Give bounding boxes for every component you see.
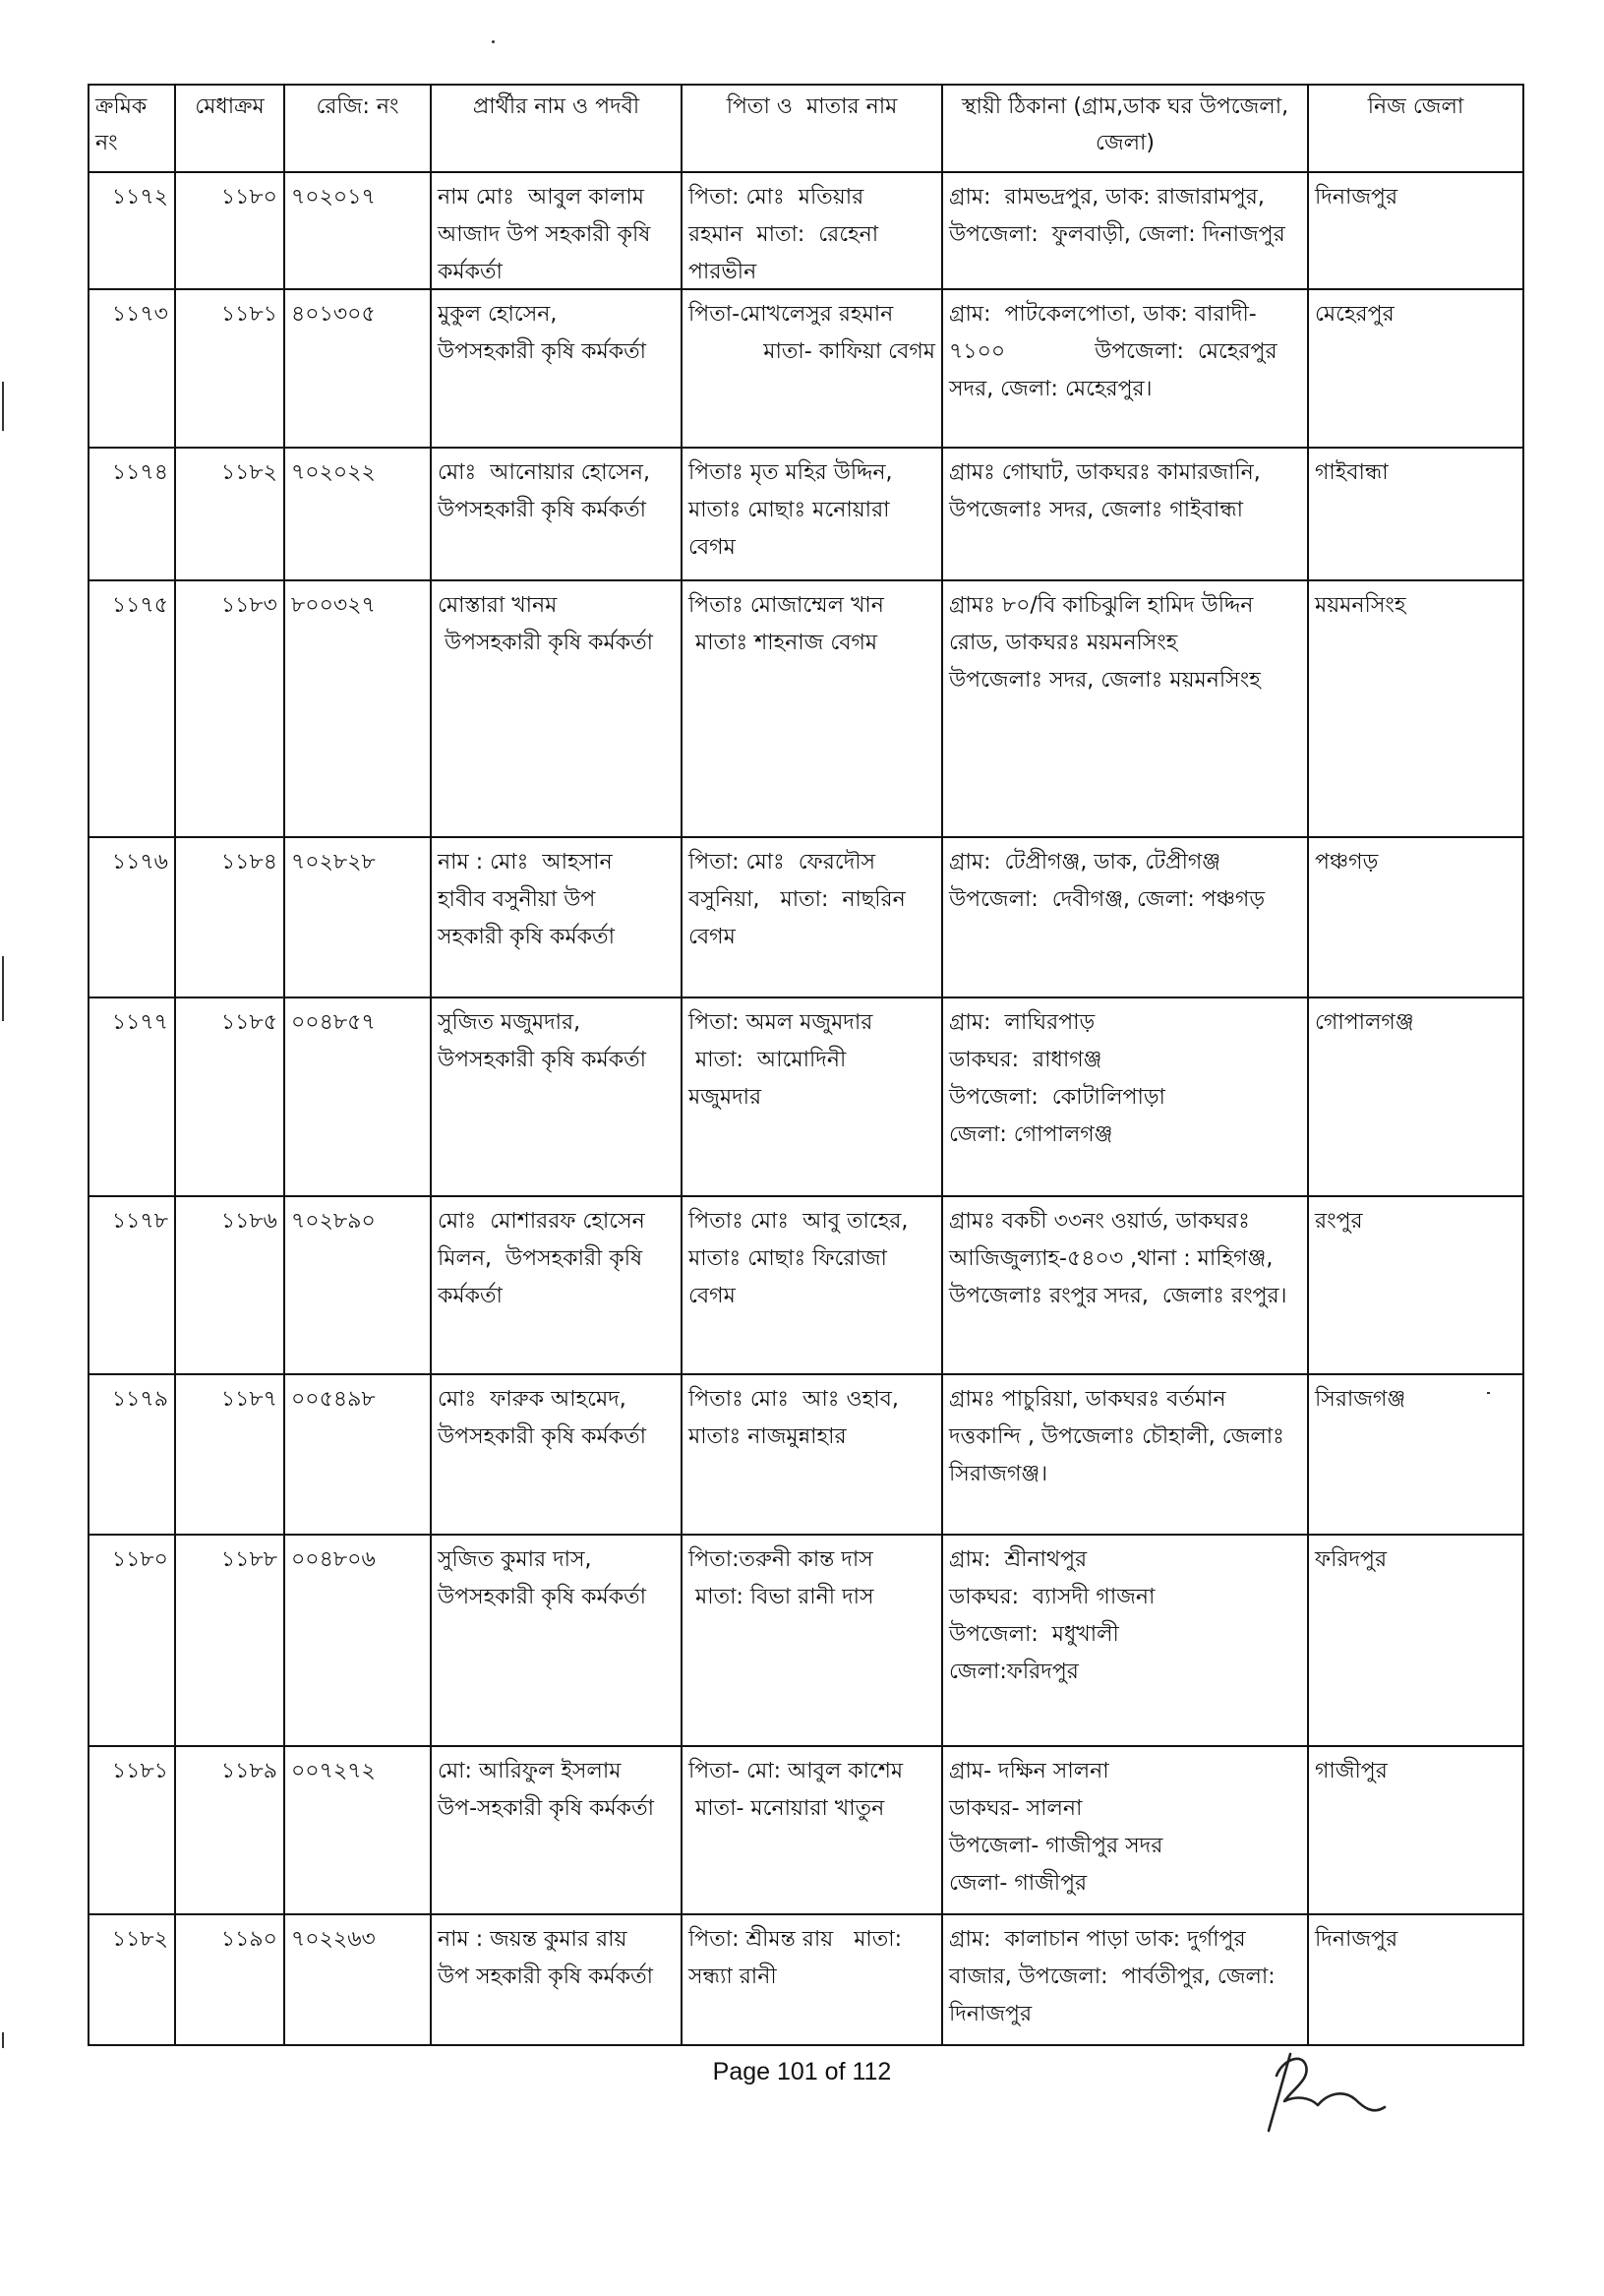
header-permanent-address — [941, 86, 1307, 171]
cell-text-line: গ্রাম: পাটকেলপোতা, ডাক: বারাদী- — [949, 302, 1257, 327]
cell-text-line: ১১৮৫ — [220, 1010, 277, 1035]
cell-text-line: পিতাঃ মোঃ আঃ ওহাব, — [688, 1387, 899, 1412]
cell-registration-no — [283, 998, 430, 1195]
cell-text-line: ১১৮১ — [111, 1759, 168, 1783]
cell-name-designation — [430, 1375, 681, 1534]
cell-text-line: উপসহকারী কৃষি কর্মকর্তা — [438, 1048, 647, 1072]
cell-registration-no — [283, 1915, 430, 2044]
cell-text-line: গাজীপুর — [1315, 1759, 1388, 1783]
cell-text-line: ১১৯০ — [220, 1927, 277, 1952]
cell-home-district — [1307, 1536, 1522, 1745]
cell-text-line: জেলা: গোপালগঞ্জ — [949, 1122, 1113, 1147]
cell-text-line: ১১৭৫ — [111, 593, 168, 618]
cell-text-line: ডাকঘর: রাধাগঞ্জ — [949, 1048, 1102, 1072]
header-name-designation — [430, 86, 681, 171]
cell-home-district — [1307, 1375, 1522, 1534]
cell-merit-position — [174, 581, 283, 836]
cell-merit-position — [174, 1536, 283, 1745]
cell-merit-position — [174, 838, 283, 997]
cell-text-line: ১১৭৭ — [111, 1010, 168, 1035]
cell-text-line: জেলা- গাজীপুর — [949, 1871, 1088, 1896]
cell-serial-no — [89, 1197, 174, 1373]
cell-home-district — [1307, 173, 1522, 288]
cell-permanent-address — [941, 998, 1307, 1195]
cell-serial-no — [89, 173, 174, 288]
cell-home-district — [1307, 1915, 1522, 2044]
cell-text-line: ৭০২০২২ — [291, 460, 376, 485]
cell-text-line: ০০৫৪৯৮ — [291, 1387, 376, 1412]
cell-text-line: পিতাঃ মোজাম্মেল খান — [688, 593, 884, 618]
cell-name-designation — [430, 1536, 681, 1745]
cell-text-line: উপজেলাঃ সদর, জেলাঃ গাইবান্ধা — [949, 498, 1244, 522]
cell-permanent-address — [941, 1747, 1307, 1913]
cell-text-line: পিতা:তরুনী কান্ত দাস — [688, 1547, 873, 1572]
cell-permanent-address — [941, 290, 1307, 447]
cell-text-line: উপসহকারী কৃষি কর্মকর্তা — [438, 339, 647, 364]
cell-home-district — [1307, 838, 1522, 997]
cell-text-line: উপজেলাঃ সদর, জেলাঃ ময়মনসিংহ — [949, 668, 1261, 693]
cell-registration-no — [283, 1747, 430, 1913]
cell-text-line: ১১৮০ — [111, 1547, 168, 1572]
cell-text-line: ৪০১৩০৫ — [291, 302, 376, 327]
cell-text-line: ১১৮৩ — [220, 593, 277, 618]
cell-text-line: ১১৮৭ — [220, 1387, 277, 1412]
cell-text-line: ৭১০০ উপজেলা: মেহেরপুর — [949, 339, 1277, 364]
cell-text-line: পঞ্চগড় — [1315, 850, 1379, 875]
cell-text-line: ময়মনসিংহ — [1315, 593, 1406, 618]
cell-text-line: মোস্তারা খানম — [438, 593, 558, 618]
cell-registration-no — [283, 449, 430, 579]
cell-permanent-address — [941, 1375, 1307, 1534]
cell-text-line: গ্রাম: লাঘিরপাড় — [949, 1010, 1096, 1035]
cell-merit-position — [174, 998, 283, 1195]
cell-registration-no — [283, 1536, 430, 1745]
cell-merit-position — [174, 290, 283, 447]
table-row — [89, 579, 1522, 836]
cell-merit-position — [174, 1747, 283, 1913]
cell-text-line: বাজার, উপজেলা: পার্বতীপুর, জেলা: — [949, 1964, 1276, 1989]
header-home-district — [1307, 86, 1522, 171]
cell-text-line: পিতা: মোঃ ফেরদৌস — [688, 850, 876, 875]
cell-text-line: মোঃ মোশাররফ হোসেন — [438, 1209, 645, 1234]
cell-serial-no — [89, 838, 174, 997]
cell-serial-no — [89, 581, 174, 836]
cell-permanent-address — [941, 449, 1307, 579]
cell-text-line: দিনাজপুর — [949, 2002, 1033, 2026]
cell-text-line: উপজেলা: দেবীগঞ্জ, জেলা: পঞ্চগড় — [949, 887, 1266, 912]
cell-text-line: ১১৭৩ — [111, 302, 168, 327]
cell-home-district — [1307, 1197, 1522, 1373]
cell-name-designation — [430, 1747, 681, 1913]
cell-text-line: বেগম — [688, 535, 736, 560]
cell-registration-no — [283, 1197, 430, 1373]
header-parents-name — [681, 86, 941, 171]
cell-text-line: রহমান মাতা: রেহেনা — [688, 222, 879, 247]
cell-text-line: বসুনিয়া, মাতা: নাছরিন — [688, 887, 906, 912]
cell-text-line: নাম মোঃ আবুল কালাম — [438, 185, 645, 210]
cell-text-line: সুজিত মজুমদার, — [438, 1010, 581, 1035]
table-row — [89, 1913, 1522, 2044]
cell-text-line: ১১৭৮ — [111, 1209, 168, 1234]
cell-text-line: রোড, ডাকঘরঃ ময়মনসিংহ — [949, 631, 1178, 655]
cell-name-designation — [430, 838, 681, 997]
cell-text-line: নাম : মোঃ আহসান — [438, 850, 613, 875]
cell-text-line: উপসহকারী কৃষি কর্মকর্তা — [438, 498, 647, 522]
signature — [1261, 2046, 1389, 2137]
cell-text-line: কর্মকর্তা — [438, 260, 503, 284]
cell-text-line: রংপুর — [1315, 1209, 1363, 1234]
cell-text-line: পারভীন — [688, 260, 757, 284]
cell-text-line: ৭০২২৬৩ — [291, 1927, 376, 1952]
cell-name-designation — [430, 998, 681, 1195]
cell-text-line: ১১৭৪ — [111, 460, 168, 485]
cell-text-line: বেগম — [688, 1284, 736, 1308]
cell-permanent-address — [941, 173, 1307, 288]
cell-serial-no — [89, 998, 174, 1195]
cell-text-line: দত্তকান্দি , উপজেলাঃ চৌহালী, জেলাঃ — [949, 1424, 1284, 1449]
cell-text-line: দিনাজপুর — [1315, 1927, 1398, 1952]
scan-mark — [2, 2032, 4, 2048]
cell-serial-no — [89, 1536, 174, 1745]
cell-text-line: সিরাজগঞ্জ। — [949, 1462, 1048, 1486]
cell-permanent-address — [941, 1197, 1307, 1373]
cell-text-line: পিতা: মোঃ মতিয়ার — [688, 185, 864, 210]
cell-serial-no — [89, 1747, 174, 1913]
cell-text-line: ১১৮৪ — [220, 850, 277, 875]
cell-name-designation — [430, 581, 681, 836]
cell-parents-name — [681, 1197, 941, 1373]
table-row — [89, 1745, 1522, 1913]
cell-text-line: মো: আরিফুল ইসলাম — [438, 1759, 622, 1783]
cell-registration-no — [283, 1375, 430, 1534]
table-row — [89, 1534, 1522, 1745]
cell-permanent-address — [941, 1536, 1307, 1745]
cell-text-line: ১১৮১ — [220, 302, 277, 327]
cell-parents-name — [681, 998, 941, 1195]
cell-text-line: মেহেরপুর — [1315, 302, 1395, 327]
cell-text-line: ১১৭৯ — [111, 1387, 168, 1412]
cell-text-line: গ্রামঃ গোঘাট, ডাকঘরঃ কামারজানি, — [949, 460, 1261, 485]
cell-text-line: ১১৭৬ — [111, 850, 168, 875]
cell-home-district — [1307, 290, 1522, 447]
cell-text-line: পিতা: অমল মজুমদার — [688, 1010, 873, 1035]
cell-text-line: ডাকঘর- সালনা — [949, 1796, 1083, 1821]
header-label: প্রার্থীর নাম ও পদবী — [472, 94, 640, 119]
cell-text-line: গ্রাম: কালাচান পাড়া ডাক: দুর্গাপুর — [949, 1927, 1246, 1952]
cell-name-designation — [430, 1915, 681, 2044]
cell-text-line: মজুমদার — [688, 1085, 762, 1110]
cell-text-line: ১১৮০ — [220, 185, 277, 210]
cell-parents-name — [681, 838, 941, 997]
cell-text-line: গ্রাম: শ্রীনাথপুর — [949, 1547, 1088, 1572]
cell-text-line: ১১৮৬ — [220, 1209, 277, 1234]
cell-text-line: মাতা- মনোয়ারা খাতুন — [688, 1796, 885, 1821]
header-merit-position — [174, 86, 283, 171]
page-number: Page 101 of 112 — [712, 2058, 892, 2085]
header-serial-no — [89, 86, 174, 171]
header-label: নিজ জেলা — [1367, 94, 1464, 119]
cell-text-line: জেলা:ফরিদপুর — [949, 1660, 1079, 1684]
cell-text-line: মাতা: বিভা রানী দাস — [688, 1585, 874, 1609]
cell-parents-name — [681, 449, 941, 579]
cell-text-line: আজিজুল্যাহ-৫৪০৩ ,থানা : মাহিগঞ্জ, — [949, 1246, 1274, 1271]
candidate-table — [88, 84, 1524, 2046]
cell-home-district — [1307, 449, 1522, 579]
cell-text-line: সহকারী কৃষি কর্মকর্তা — [438, 925, 615, 949]
scan-mark — [2, 382, 4, 431]
cell-text-line: ১১৮৮ — [220, 1547, 277, 1572]
cell-text-line: সিরাজগঞ্জ — [1315, 1387, 1406, 1412]
cell-parents-name — [681, 173, 941, 288]
cell-text-line: ৭০২০১৭ — [291, 185, 376, 210]
cell-text-line: ১১৮২ — [111, 1927, 168, 1952]
cell-text-line: মাতাঃ মোছাঃ ফিরোজা — [688, 1246, 887, 1271]
cell-text-line: সুজিত কুমার দাস, — [438, 1547, 592, 1572]
cell-registration-no — [283, 173, 430, 288]
cell-home-district — [1307, 1747, 1522, 1913]
cell-text-line: সদর, জেলা: মেহেরপুর। — [949, 377, 1153, 401]
cell-serial-no — [89, 1915, 174, 2044]
header-label: স্থায়ী ঠিকানা (গ্রাম,ডাক ঘর উপজেলা, — [961, 94, 1289, 119]
cell-text-line: গ্রামঃ পাচুরিয়া, ডাকঘরঃ বর্তমান — [949, 1387, 1226, 1412]
cell-text-line: গ্রাম- দক্ষিন সালনা — [949, 1759, 1109, 1783]
cell-text-line: ১১৮২ — [220, 460, 277, 485]
cell-text-line: উপসহকারী কৃষি কর্মকর্তা — [438, 1585, 647, 1609]
cell-text-line: মাতা- কাফিয়া বেগম — [763, 339, 935, 364]
cell-text-line: ডাকঘর: ব্যাসদী গাজনা — [949, 1585, 1156, 1609]
header-label: নং — [95, 131, 118, 155]
cell-text-line: গ্রাম: রামভদ্রপুর, ডাক: রাজারামপুর, — [949, 185, 1265, 210]
cell-text-line: ০০৭২৭২ — [291, 1759, 376, 1783]
header-label: মেধাক্রম — [195, 94, 265, 119]
cell-merit-position — [174, 1375, 283, 1534]
cell-text-line: উপ সহকারী কৃষি কর্মকর্তা — [438, 1964, 654, 1989]
cell-merit-position — [174, 449, 283, 579]
table-row — [89, 447, 1522, 579]
cell-text-line: ৭০২৮৯০ — [291, 1209, 376, 1234]
table-row — [89, 1373, 1522, 1534]
cell-text-line: পিতা: শ্রীমন্ত রায় মাতা: — [688, 1927, 903, 1952]
cell-serial-no — [89, 290, 174, 447]
cell-parents-name — [681, 1915, 941, 2044]
cell-text-line: ১১৭২ — [111, 185, 168, 210]
cell-text-line: গোপালগঞ্জ — [1315, 1010, 1414, 1035]
cell-text-line: আজাদ উপ সহকারী কৃষি — [438, 222, 651, 247]
cell-text-line: ০০৪৮৫৭ — [291, 1010, 376, 1035]
table-row — [89, 997, 1522, 1195]
cell-text-line: বেগম — [688, 925, 736, 949]
cell-text-line: উপজেলা- গাজীপুর সদর — [949, 1834, 1163, 1858]
cell-text-line: দিনাজপুর — [1315, 185, 1398, 210]
cell-text-line: সন্ধ্যা রানী — [688, 1964, 777, 1989]
cell-text-line: উপ-সহকারী কৃষি কর্মকর্তা — [438, 1796, 654, 1821]
cell-text-line: গ্রামঃ বকচী ৩৩নং ওয়ার্ড, ডাকঘরঃ — [949, 1209, 1250, 1234]
cell-text-line: নাম : জয়ন্ত কুমার রায় — [438, 1927, 627, 1952]
cell-name-designation — [430, 1197, 681, 1373]
cell-text-line: ০০৪৮০৬ — [291, 1547, 376, 1572]
cell-text-line: গাইবান্ধা — [1315, 460, 1389, 485]
table-header-row — [89, 86, 1522, 171]
table-row — [89, 836, 1522, 997]
cell-text-line: পিতা-মোখলেসুর রহমান — [688, 302, 894, 327]
cell-parents-name — [681, 290, 941, 447]
cell-permanent-address — [941, 838, 1307, 997]
cell-text-line: উপসহকারী কৃষি কর্মকর্তা — [438, 1424, 647, 1449]
cell-merit-position — [174, 173, 283, 288]
cell-text-line: মাতাঃ শাহনাজ বেগম — [688, 631, 878, 655]
table-row — [89, 171, 1522, 288]
cell-home-district — [1307, 581, 1522, 836]
cell-text-line: উপজেলা: মধুখালী — [949, 1622, 1119, 1647]
scan-mark — [492, 40, 495, 43]
cell-text-line: কর্মকর্তা — [438, 1284, 503, 1308]
cell-text-line: মাতাঃ নাজমুন্নাহার — [688, 1424, 847, 1449]
header-registration-no — [283, 86, 430, 171]
cell-name-designation — [430, 173, 681, 288]
cell-text-line: উপজেলা: কোটালিপাড়া — [949, 1085, 1165, 1110]
cell-text-line: ফরিদপুর — [1315, 1547, 1388, 1572]
cell-permanent-address — [941, 1915, 1307, 2044]
cell-text-line: হাবীব বসুনীয়া উপ — [438, 887, 596, 912]
cell-parents-name — [681, 1375, 941, 1534]
cell-text-line: গ্রাম: টেপ্রীগঞ্জ, ডাক, টেপ্রীগঞ্জ — [949, 850, 1221, 875]
cell-text-line: ৮০০৩২৭ — [291, 593, 376, 618]
cell-text-line: মুকুল হোসেন, — [438, 302, 558, 327]
cell-merit-position — [174, 1915, 283, 2044]
cell-text-line: পিতা- মো: আবুল কাশেম — [688, 1759, 904, 1783]
header-label: জেলা) — [1096, 131, 1155, 155]
cell-text-line: গ্রামঃ ৮০/বি কাচিঝুলি হামিদ উদ্দিন — [949, 593, 1254, 618]
cell-text-line: উপজেলা: ফুলবাড়ী, জেলা: দিনাজপুর — [949, 222, 1285, 247]
table-row — [89, 288, 1522, 447]
header-label: ক্রমিক — [95, 94, 148, 119]
cell-permanent-address — [941, 581, 1307, 836]
cell-serial-no — [89, 1375, 174, 1534]
cell-text-line: পিতাঃ মৃত মহির উদ্দিন, — [688, 460, 893, 485]
header-label: রেজি: নং — [316, 94, 399, 119]
cell-text-line: উপজেলাঃ রংপুর সদর, জেলাঃ রংপুর। — [949, 1284, 1287, 1308]
table-row — [89, 1195, 1522, 1373]
cell-name-designation — [430, 449, 681, 579]
cell-parents-name — [681, 1747, 941, 1913]
cell-text-line: মোঃ আনোয়ার হোসেন, — [438, 460, 651, 485]
cell-text-line: মোঃ ফারুক আহমেদ, — [438, 1387, 626, 1412]
cell-text-line: ১১৮৯ — [220, 1759, 277, 1783]
cell-registration-no — [283, 290, 430, 447]
cell-serial-no — [89, 449, 174, 579]
cell-text-line: মাতাঃ মোছাঃ মনোয়ারা — [688, 498, 890, 522]
scan-mark — [2, 956, 4, 1021]
cell-text-line: ৭০২৮২৮ — [291, 850, 376, 875]
cell-registration-no — [283, 838, 430, 997]
cell-parents-name — [681, 581, 941, 836]
header-label: পিতা ও মাতার নাম — [726, 94, 898, 119]
cell-parents-name — [681, 1536, 941, 1745]
cell-text-line: মাতা: আমোদিনী — [688, 1048, 847, 1072]
cell-merit-position — [174, 1197, 283, 1373]
cell-name-designation — [430, 290, 681, 447]
cell-text-line: উপসহকারী কৃষি কর্মকর্তা — [438, 631, 654, 655]
cell-registration-no — [283, 581, 430, 836]
cell-text-line: মিলন, উপসহকারী কৃষি — [438, 1246, 643, 1271]
cell-text-line: পিতাঃ মোঃ আবু তাহের, — [688, 1209, 909, 1234]
cell-home-district — [1307, 998, 1522, 1195]
